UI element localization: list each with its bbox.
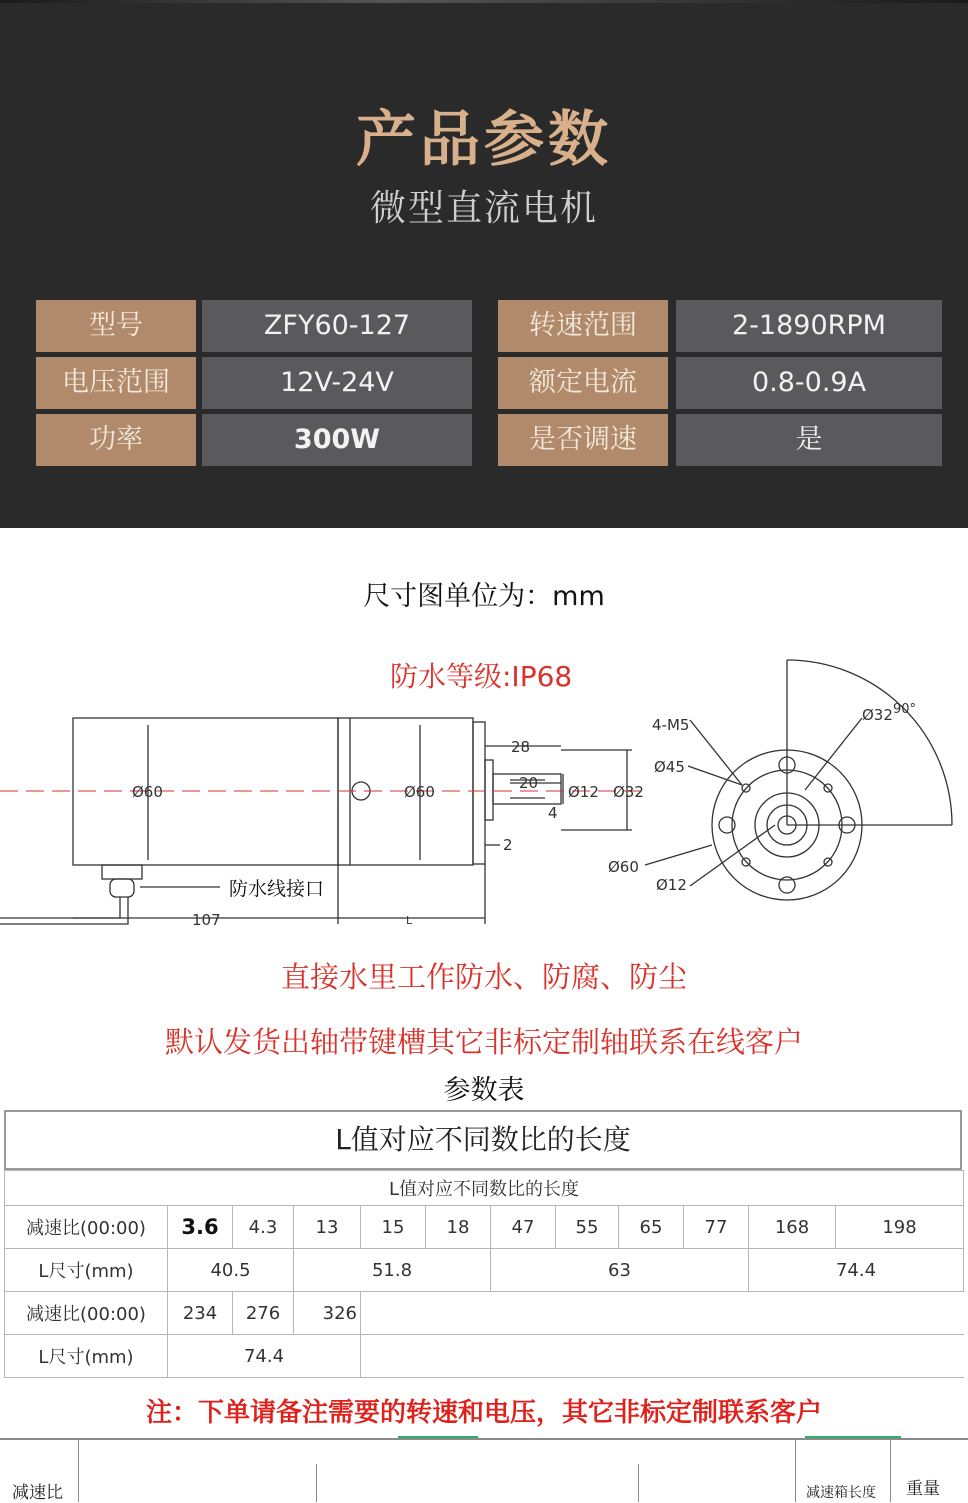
gearbox-length-header: 减速箱长度 xyxy=(806,1485,876,1501)
adjust-value: 是 xyxy=(676,414,942,466)
dim-4-m5: 4-M5 xyxy=(652,716,690,734)
dim-d12: Ø12 xyxy=(568,783,599,801)
current-value: 0.8-0.9A xyxy=(676,357,942,409)
ratio-cell: 198 xyxy=(836,1206,964,1249)
empty-cell xyxy=(361,1292,964,1335)
dim-d60-left: Ø60 xyxy=(132,783,163,801)
ratio-table-sub-header: L值对应不同数比的长度 xyxy=(5,1171,964,1206)
power-value: 300W xyxy=(202,414,472,466)
ratio-cell: 168 xyxy=(749,1206,836,1249)
length-cell: 63 xyxy=(491,1249,749,1292)
speed-label: 转速范围 xyxy=(498,300,668,352)
dim-d45: Ø45 xyxy=(654,758,685,776)
length-cell: 40.5 xyxy=(168,1249,294,1292)
ratio-cell: 65 xyxy=(619,1206,684,1249)
dim-d60-front: Ø60 xyxy=(608,858,639,876)
model-label: 型号 xyxy=(36,300,196,352)
voltage-value: 12V-24V xyxy=(202,357,472,409)
dim-4: 4 xyxy=(548,804,558,822)
ratio-cell: 3.6 xyxy=(168,1206,233,1249)
ratio-cell: 326 xyxy=(294,1292,361,1335)
dim-2: 2 xyxy=(503,836,513,854)
ratio-cell: 234 xyxy=(168,1292,233,1335)
ratio-cell: 13 xyxy=(294,1206,361,1249)
order-note: 注：下单请备注需要的转速和电压，其它非标定制联系客户 xyxy=(145,1398,822,1428)
ratio-table-main-header: L值对应不同数比的长度 xyxy=(4,1110,962,1170)
weight-header: 重量 xyxy=(906,1479,940,1499)
parameter-table-title: 参数表 xyxy=(443,1075,525,1106)
page-title: 产品参数 xyxy=(356,105,612,175)
speed-value: 2-1890RPM xyxy=(676,300,942,352)
table-divider xyxy=(638,1464,639,1502)
waterproof-connector-label: 防水线接口 xyxy=(229,878,325,900)
voltage-label: 电压范围 xyxy=(36,357,196,409)
ratio-column-header: 减速比 xyxy=(12,1483,63,1503)
table-divider xyxy=(316,1464,317,1502)
spec-panel xyxy=(0,0,968,528)
dim-d12-front: Ø12 xyxy=(656,876,687,894)
current-label: 额定电流 xyxy=(498,357,668,409)
ratio-cell: 47 xyxy=(491,1206,556,1249)
dim-28: 28 xyxy=(511,738,531,756)
dim-d32-front: Ø32 xyxy=(862,706,893,724)
ratio-cell: 276 xyxy=(233,1292,294,1335)
model-value: ZFY60-127 xyxy=(202,300,472,352)
table-divider xyxy=(795,1440,796,1502)
ratio-cell: 77 xyxy=(684,1206,749,1249)
ratio-cell: 15 xyxy=(361,1206,426,1249)
dim-d32: Ø32 xyxy=(613,783,644,801)
waterproof-note: 直接水里工作防水、防腐、防尘 xyxy=(280,960,687,994)
length-cell: 74.4 xyxy=(168,1335,361,1378)
table-divider xyxy=(890,1440,891,1502)
top-divider xyxy=(0,0,968,3)
empty-cell xyxy=(361,1335,964,1378)
ip-rating: 防水等级:IP68 xyxy=(390,660,573,693)
dimension-drawing xyxy=(0,640,968,940)
unit-caption: 尺寸图单位为：mm xyxy=(363,581,605,612)
table-divider xyxy=(78,1440,79,1502)
adjust-label: 是否调速 xyxy=(498,414,668,466)
length-cell: 51.8 xyxy=(294,1249,491,1292)
power-label: 功率 xyxy=(36,414,196,466)
dim-90-degree: 90° xyxy=(893,702,917,717)
ratio-label: 减速比(00:00) xyxy=(5,1206,168,1249)
ratio-label: 减速比(00:00) xyxy=(5,1292,168,1335)
dim-d60-right: Ø60 xyxy=(404,783,435,801)
dim-20: 20 xyxy=(519,774,539,792)
front-view xyxy=(645,660,952,900)
bottom-table xyxy=(0,1438,968,1502)
length-label: L尺寸(mm) xyxy=(5,1335,168,1378)
ratio-table xyxy=(4,1170,964,1378)
length-label: L尺寸(mm) xyxy=(5,1249,168,1292)
dim-L: L xyxy=(406,914,413,927)
ratio-cell: 55 xyxy=(556,1206,619,1249)
dim-107: 107 xyxy=(192,911,221,929)
page-subtitle: 微型直流电机 xyxy=(369,188,598,229)
length-cell: 74.4 xyxy=(749,1249,964,1292)
ratio-cell: 4.3 xyxy=(233,1206,294,1249)
ratio-cell: 18 xyxy=(426,1206,491,1249)
default-shaft-note: 默认发货出轴带键槽其它非标定制轴联系在线客户 xyxy=(164,1025,803,1059)
